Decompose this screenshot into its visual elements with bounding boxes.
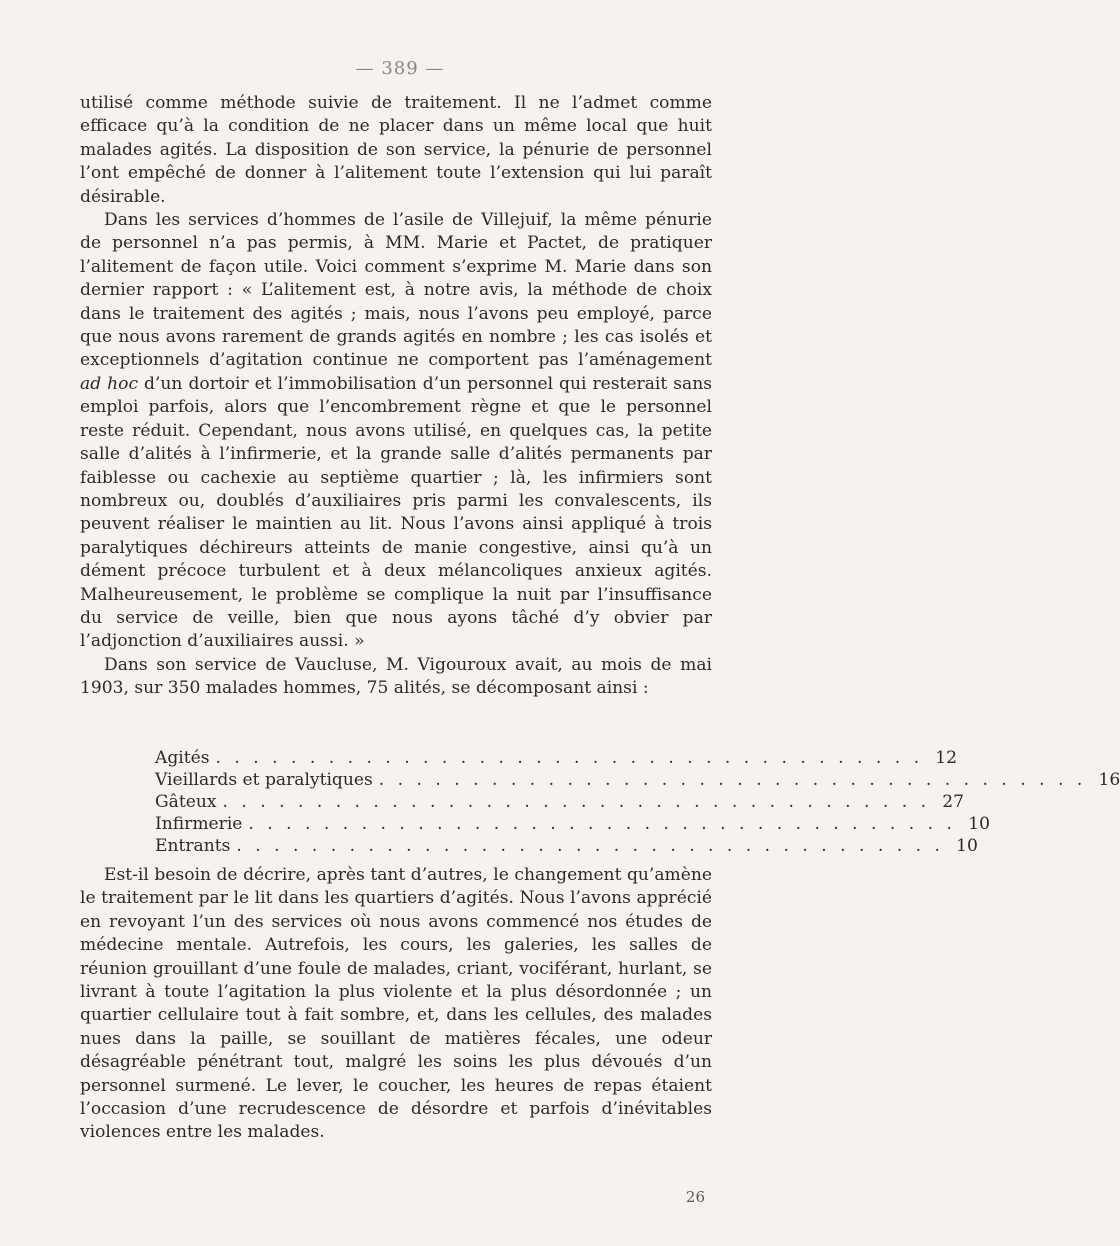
stat-label: Agités [155,748,210,768]
italic-phrase: ad hoc [80,373,139,394]
dot-leader: . . . . . . . . . . . . . . . . . . . . . . . . . . . . . . . . . . . . . . [378,770,1087,790]
stat-row [155,813,990,835]
stat-label: Infirmerie [155,814,243,834]
dot-leader: . . . . . . . . . . . . . . . . . . . . . . . . . . . . . . . . . . . . . . [215,748,924,768]
paragraph-1: utilisé comme méthode suivie de traitement. Il ne l’admet comme efficace qu’à la condition de ne placer dans un même local que huit malades agités. La disposition de son service, la pénurie de personnel l’ont empêché de donner à l’alitement toute l’extension qui lui paraît désirable. [80,93,712,207]
stat-value: 10 [968,814,990,834]
signature-mark: 26 [685,1188,705,1206]
dot-leader: . . . . . . . . . . . . . . . . . . . . . . . . . . . . . . . . . . . . . . [222,792,931,812]
stat-label: Gâteux [155,792,217,812]
page-number: — 389 — [355,58,445,79]
stat-value: 12 [935,748,958,768]
stat-label: Vieillards et paralytiques [155,770,373,790]
stat-row [155,747,958,769]
body-text-top [80,92,712,701]
stat-value: 27 [942,792,965,812]
paragraph-2-part-a: Dans les services d’hommes de l’asile de Villejuif, la même pénurie de personnel n’a pas permis, à MM. Marie et Pactet, de pratiquer l’alitement de façon utile. Voici comment s’exprime M. Marie dans son dernier rapport : « L’alitement est, à notre avis, la méthode de choix dans le traitement des agités ; mais, nous l’avons peu employé, parce que nous avons rarement de grands agités en nombre ; les cas isolés et exceptionnels d’agitation continue ne comportent pas l’aménagement [80,210,712,371]
stats-table [155,747,1120,857]
stat-row [155,769,1120,791]
paragraph-3: Dans son service de Vaucluse, M. Vigouroux avait, au mois de mai 1903, sur 350 malades hommes, 75 alités, se décomposant ainsi : [80,654,712,699]
dot-leader: . . . . . . . . . . . . . . . . . . . . . . . . . . . . . . . . . . . . . . [236,836,944,856]
paragraph-4: Est-il besoin de décrire, après tant d’autres, le changement qu’amène le traitement par le lit dans les quartiers d’agités. Nous l’avons apprécié en revoyant l’un des services où nous avons commencé nos études de médecine mentale. Autrefois, les cours, les galeries, les salles de réunion grouillant d’une foule de malades, criant, vociférant, hurlant, se livrant à toute l’agitation la plus violente et la plus désordonnée ; un quartier cellulaire tout à fait sombre, et, dans les cellules, des malades nues dans la paille, se souillant de matières fécales, une odeur désagréable pénétrant tout, malgré les soins les plus dévoués d’un personnel surmené. Le lever, le coucher, les heures de repas étaient l’occasion d’une recrudescence de désordre et parfois d’inévitables violences entre les malades. [80,865,712,1143]
dot-leader: . . . . . . . . . . . . . . . . . . . . . . . . . . . . . . . . . . . . . . [248,814,956,834]
stat-label: Entrants [155,836,231,856]
paragraph-2-part-b: d’un dortoir et l’immobilisation d’un personnel qui resterait sans emploi parfois, alors que l’encombrement règne et que le personnel reste réduit. Cependant, nous avons utilisé, en quelques cas, la petite salle d’alités à l’infirmerie, et la grande salle d’alités permanents par faiblesse ou cachexie au septième quartier ; là, les infirmiers sont nombreux ou, doublés d’auxiliaires pris parmi les convalescents, ils peuvent réaliser le maintien au lit. Nous l’avons ainsi appliqué à trois paralytiques déchireurs atteints de manie congestive, ainsi qu’à un dément précoce turbulent et à deux mélancoliques anxieux agités. Malheureusement, le problème se complique la nuit par l’insuffisance du service de veille, bien que nous ayons tâché d’y obvier par l’adjonction d’auxiliaires aussi. » [80,373,712,652]
stat-row [155,791,965,813]
stat-row [155,835,978,857]
stat-value: 10 [956,836,978,856]
body-text-bottom [80,864,712,1145]
paragraph-2 [80,209,712,654]
stat-value: 16 [1098,770,1120,790]
